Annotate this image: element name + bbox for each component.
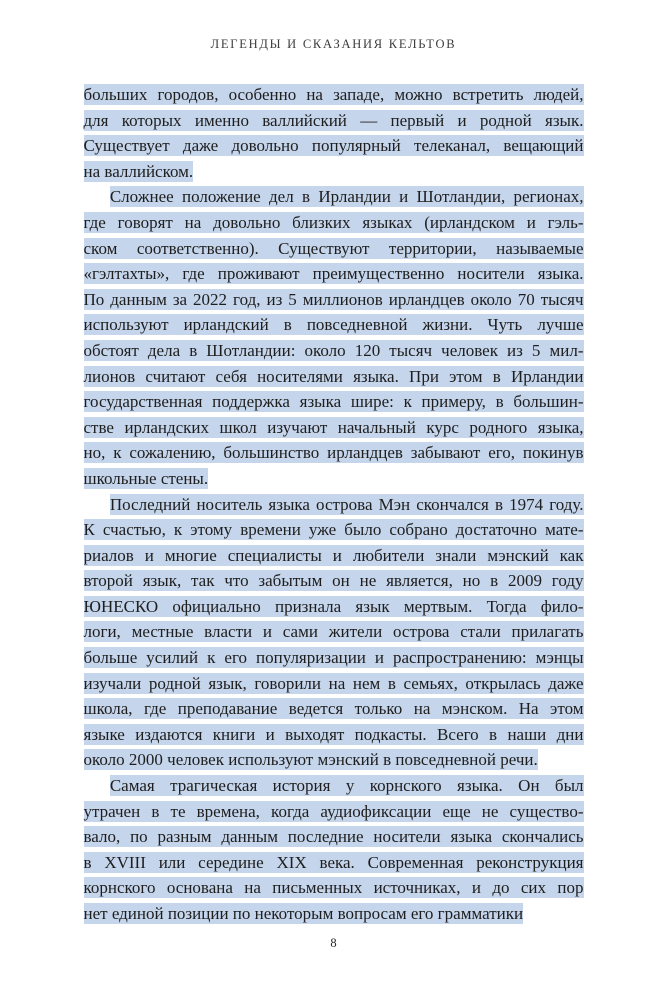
selected-text: на валлийском. bbox=[83, 161, 194, 181]
selected-text: Последний носитель языка острова Мэн скончался в 1974 году. bbox=[109, 494, 584, 514]
selected-text: ЮНЕСКО официально признала язык мертвым. Тогда фило- bbox=[83, 596, 584, 616]
paragraph bbox=[84, 184, 584, 491]
text-line bbox=[84, 619, 584, 645]
selected-text: школьные стены. bbox=[83, 468, 209, 488]
selected-text: государственная поддержка языка шире: к примеру, в большин- bbox=[83, 392, 584, 412]
text-line bbox=[84, 747, 584, 773]
text-line bbox=[84, 568, 584, 594]
text-line bbox=[84, 901, 584, 927]
selected-text: где говорят на довольно близких языках (ирландском и гэль- bbox=[83, 212, 584, 232]
selected-text: изучали родной язык, говорили на нем в семьях, открылась даже bbox=[83, 673, 584, 693]
text-line bbox=[84, 389, 584, 415]
text-line bbox=[84, 671, 584, 697]
text-line bbox=[84, 696, 584, 722]
text-line bbox=[84, 415, 584, 441]
selected-text: нет единой позиции по некоторым вопросам его грамматики bbox=[83, 904, 524, 923]
selected-text: второй язык, так что забытым он не является, но в 2009 году bbox=[83, 571, 584, 591]
text-line bbox=[84, 492, 584, 518]
selected-text: обстоят дела в Шотландии: около 120 тысяч человек из 5 мил- bbox=[83, 340, 584, 360]
text-line bbox=[84, 82, 584, 108]
text-line bbox=[84, 543, 584, 569]
text-line bbox=[84, 466, 584, 492]
text-line bbox=[84, 773, 584, 799]
selected-text: утрачен в те времена, когда аудиофиксации еще не существо- bbox=[83, 801, 584, 821]
text-line bbox=[84, 236, 584, 262]
selected-text: больших городов, особенно на западе, можно встретить людей, bbox=[83, 85, 584, 104]
selected-text: вало, по разным данным последние носители языка скончались bbox=[83, 827, 584, 847]
selected-text: логи, местные власти и сами жители острова стали прилагать bbox=[83, 622, 584, 642]
paragraph bbox=[84, 82, 584, 184]
page-number: 8 bbox=[330, 935, 337, 950]
selected-text: больше усилий к его популяризации и распространению: мэнцы bbox=[83, 648, 584, 668]
text-line bbox=[84, 159, 584, 185]
selected-text: стве ирландских школ изучают начальный курс родного языка, bbox=[83, 417, 584, 437]
text-line bbox=[84, 645, 584, 671]
text-line bbox=[84, 440, 584, 466]
selected-text: Существует даже довольно популярный телеканал, вещающий bbox=[83, 136, 584, 156]
text-line bbox=[84, 338, 584, 364]
text-line bbox=[84, 287, 584, 313]
text-line bbox=[84, 108, 584, 134]
selected-text: для которых именно валлийский — первый и родной язык. bbox=[83, 110, 584, 130]
paragraph bbox=[84, 492, 584, 774]
text-line bbox=[84, 184, 584, 210]
text-line bbox=[84, 312, 584, 338]
text-line bbox=[84, 517, 584, 543]
selected-text: По данным за 2022 год, из 5 миллионов ирландцев около 70 тысяч bbox=[83, 289, 584, 309]
selected-text: ском соответственно). Существуют территории, называемые bbox=[83, 238, 584, 258]
text-line bbox=[84, 722, 584, 748]
text-line bbox=[84, 850, 584, 876]
selected-text: «гэлтахты», где проживают преимущественно носители языка. bbox=[83, 264, 584, 284]
text-line bbox=[84, 210, 584, 236]
selected-text: лионов считают себя носителями языка. При этом в Ирландии bbox=[83, 366, 584, 386]
text-line bbox=[84, 261, 584, 287]
text-line bbox=[84, 364, 584, 390]
selected-text: Сложнее положение дел в Ирландии и Шотландии, регионах, bbox=[109, 187, 584, 207]
selected-text: К счастью, к этому времени уже было собрано достаточно мате- bbox=[83, 520, 584, 540]
selected-text: школа, где преподавание ведется только на мэнском. На этом bbox=[83, 699, 584, 719]
selected-text: корнского основана на письменных источниках, и до сих пор bbox=[83, 878, 584, 898]
selected-text: языке издаются книги и выходят подкасты. Всего в наши дни bbox=[83, 724, 584, 744]
paragraph bbox=[84, 773, 584, 927]
selected-text: в XVIII или середине XIX века. Современная реконструкция bbox=[83, 852, 584, 872]
page-body bbox=[84, 82, 584, 927]
running-header: ЛЕГЕНДЫ И СКАЗАНИЯ КЕЛЬТОВ bbox=[210, 37, 457, 51]
selected-text: риалов и многие специалисты и любители знали мэнский как bbox=[83, 545, 584, 565]
text-line bbox=[84, 799, 584, 825]
selected-text: около 2000 человек используют мэнский в повседневной речи. bbox=[83, 750, 538, 770]
selected-text: Самая трагическая история у корнского языка. Он был bbox=[109, 776, 584, 796]
selected-text: но, к сожалению, большинство ирландцев забывают его, покинув bbox=[83, 443, 584, 463]
text-line bbox=[84, 875, 584, 901]
text-line bbox=[84, 594, 584, 620]
text-line bbox=[84, 133, 584, 159]
text-line bbox=[84, 824, 584, 850]
selected-text: используют ирландский в повседневной жизни. Чуть лучше bbox=[83, 315, 584, 335]
